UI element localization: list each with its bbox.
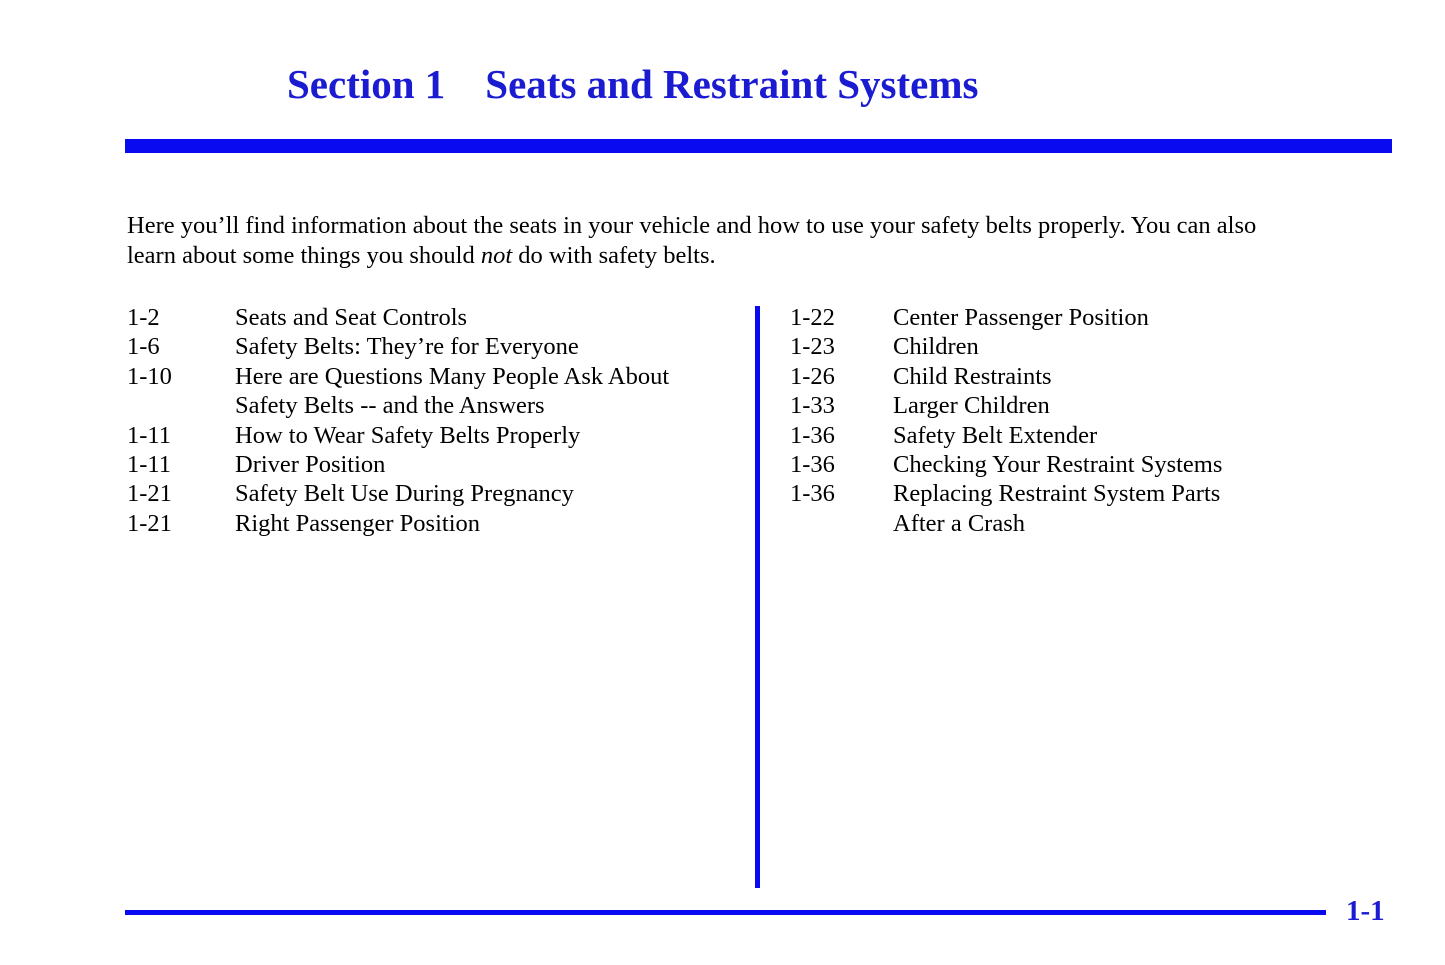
toc-entry-title: Replacing Restraint System Parts (893, 480, 1221, 508)
toc-entry-page: 1-6 (127, 333, 160, 361)
toc-entry-page: 1-21 (127, 509, 172, 537)
intro-line-2 (127, 241, 1256, 271)
toc-entry-title: Driver Position (235, 451, 386, 479)
toc-entry-title: Children (893, 333, 979, 361)
toc-entry-title: Checking Your Restraint Systems (893, 451, 1223, 479)
toc-entry-page: 1-11 (127, 421, 171, 449)
toc-entry-continuation: After a Crash (893, 509, 1025, 537)
toc-column-left (127, 303, 669, 538)
toc-entry (790, 391, 1222, 420)
title-rule (125, 139, 1392, 153)
toc-entry-page: 1-26 (790, 362, 835, 390)
toc-entry-page: 1-2 (127, 304, 160, 331)
intro-paragraph (127, 211, 1256, 271)
toc-entry-title: Center Passenger Position (893, 304, 1149, 331)
toc-entry (790, 421, 1222, 450)
toc-entry (127, 479, 669, 508)
toc-entry (790, 479, 1222, 508)
intro-line-2-after: do with safety belts. (512, 242, 716, 269)
intro-line-2-italic: not (480, 242, 513, 269)
toc-entry-page: 1-33 (790, 392, 835, 420)
toc-entry-title: How to Wear Safety Belts Properly (235, 421, 581, 449)
toc-entry (127, 450, 669, 479)
toc-entry-title: Safety Belt Extender (893, 421, 1098, 449)
toc-entry-page: 1-36 (790, 421, 835, 449)
toc-entry-title: Safety Belts: They’re for Everyone (235, 333, 579, 361)
toc-entry-page: 1-36 (790, 451, 835, 479)
section-label: Section 1 (287, 61, 446, 107)
intro-line-1: Here you’ll find information about the seats in your vehicle and how to use your safety belts properly. You can also (127, 212, 1257, 239)
toc-entry (790, 362, 1222, 391)
toc-entry-title: Here are Questions Many People Ask About (235, 362, 670, 390)
toc-entry (790, 450, 1222, 479)
footer-rule (125, 910, 1326, 915)
toc-entry (127, 362, 669, 391)
section-title: Seats and Restraint Systems (485, 61, 979, 107)
toc-entry-title: Child Restraints (893, 362, 1052, 390)
toc-entry-title: Safety Belt Use During Pregnancy (235, 480, 574, 508)
page-title (287, 60, 978, 108)
toc-entry-page: 1-11 (127, 451, 171, 479)
toc-entry-page: 1-10 (127, 362, 172, 390)
toc-entry (790, 332, 1222, 361)
toc-entry (127, 421, 669, 450)
toc-entry-title: Larger Children (893, 392, 1050, 420)
toc-entry-page: 1-23 (790, 333, 835, 361)
toc-entry-title: Seats and Seat Controls (235, 304, 468, 331)
toc-entry (127, 303, 669, 332)
column-divider-rule (755, 306, 760, 888)
intro-line-2-before: learn about some things you should (127, 242, 481, 269)
toc-entry-page: 1-22 (790, 304, 835, 331)
toc-entry-page: 1-21 (127, 480, 172, 508)
toc-entry (790, 303, 1222, 332)
toc-entry-page: 1-36 (790, 480, 835, 508)
toc-entry (127, 332, 669, 361)
toc-entry-title: Right Passenger Position (235, 509, 481, 537)
toc-entry (127, 509, 669, 538)
toc-entry-continuation: Safety Belts -- and the Answers (235, 392, 545, 420)
toc-column-right (790, 303, 1222, 538)
page-number: 1-1 (1346, 895, 1385, 927)
